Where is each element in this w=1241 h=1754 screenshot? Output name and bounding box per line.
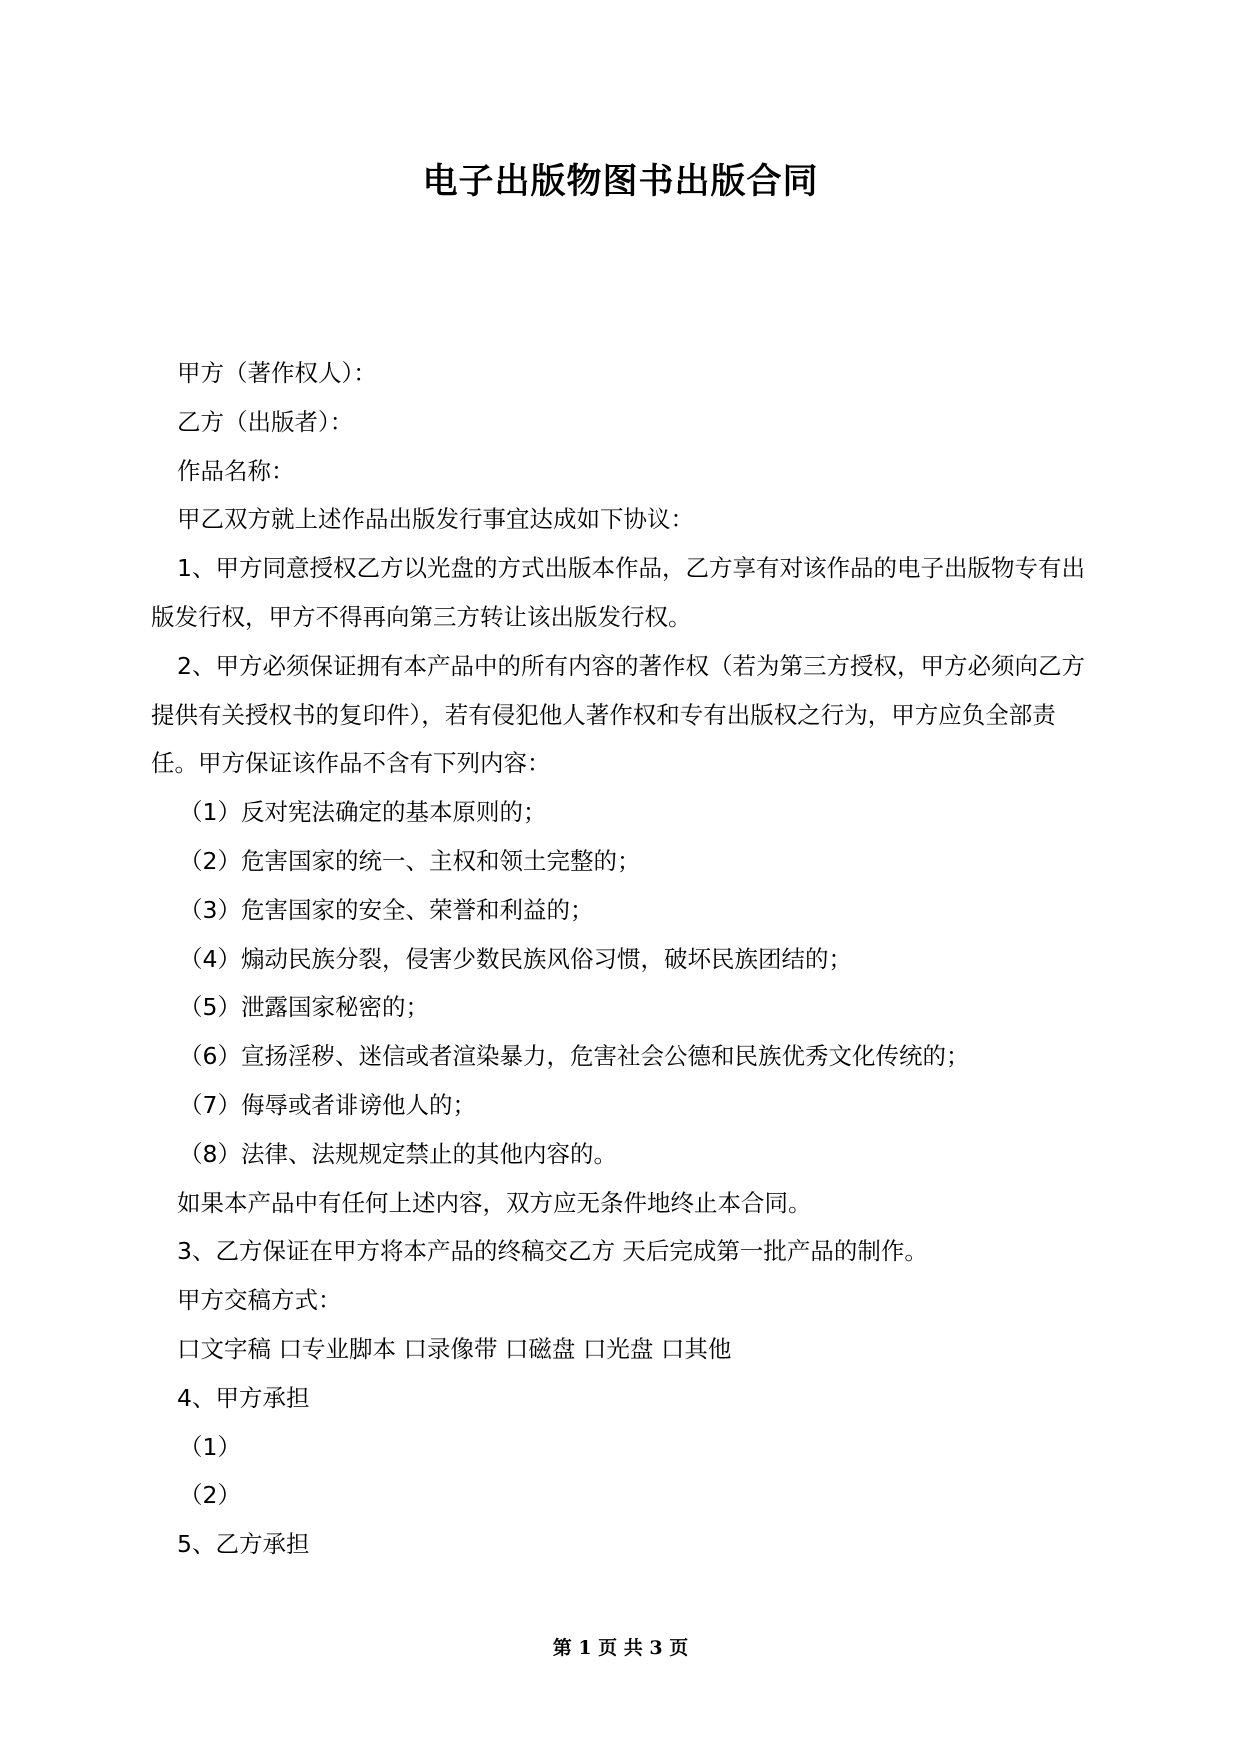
prohibited-item-5: （5）泄露国家秘密的； <box>179 993 429 1022</box>
clause-3: 3、乙方保证在甲方将本产品的终稿交乙方 天后完成第一批产品的制作。 <box>177 1237 928 1266</box>
prohibited-item-3: （3）危害国家的安全、荣誉和利益的； <box>179 895 594 924</box>
clause-4-item-2: （2） <box>179 1481 241 1510</box>
work-title-line: 作品名称： <box>177 456 295 485</box>
page-number-footer: 第 1 页 共 3 页 <box>552 1637 689 1659</box>
prohibited-item-6: （6）宣扬淫秽、迷信或者渲染暴力，危害社会公德和民族优秀文化传统的； <box>179 1042 970 1071</box>
submission-method-options: 口文字稿 口专业脚本 口录像带 口磁盘 口光盘 口其他 <box>177 1334 732 1363</box>
clause-2: 2、甲方必须保证拥有本产品中的所有内容的著作权（若为第三方授权，甲方必须向乙方提供有关授权书的复印件），若有侵犯他人著作权和专有出版权之行为，甲方应负全部责任。甲方保证该作品不含有下列内容： <box>151 651 1085 778</box>
prohibited-item-8: （8）法律、法规规定禁止的其他内容的。 <box>179 1139 617 1168</box>
clause-4: 4、甲方承担 <box>177 1383 310 1412</box>
agreement-intro: 甲乙双方就上述作品出版发行事宜达成如下协议： <box>177 505 694 534</box>
termination-note: 如果本产品中有任何上述内容，双方应无条件地终止本合同。 <box>177 1188 812 1217</box>
prohibited-item-1: （1）反对宪法确定的基本原则的； <box>179 798 547 827</box>
contract-body <box>151 349 1091 1569</box>
party-b-line: 乙方（出版者）： <box>177 407 354 436</box>
submission-method-label: 甲方交稿方式： <box>177 1286 342 1315</box>
clause-4-item-1: （1） <box>179 1432 241 1461</box>
prohibited-item-4: （4）煽动民族分裂，侵害少数民族风俗习惯，破坏民族团结的； <box>179 944 852 973</box>
clause-5: 5、乙方承担 <box>177 1530 310 1559</box>
document-title: 电子出版物图书出版合同 <box>422 162 819 202</box>
clause-1: 1、甲方同意授权乙方以光盘的方式出版本作品，乙方享有对该作品的电子出版物专有出版发行权，甲方不得再向第三方转让该出版发行权。 <box>151 554 1085 631</box>
party-a-line: 甲方（著作权人）： <box>177 359 377 387</box>
prohibited-item-7: （7）侮辱或者诽谤他人的； <box>179 1090 476 1119</box>
prohibited-item-2: （2）危害国家的统一、主权和领土完整的； <box>179 846 641 875</box>
